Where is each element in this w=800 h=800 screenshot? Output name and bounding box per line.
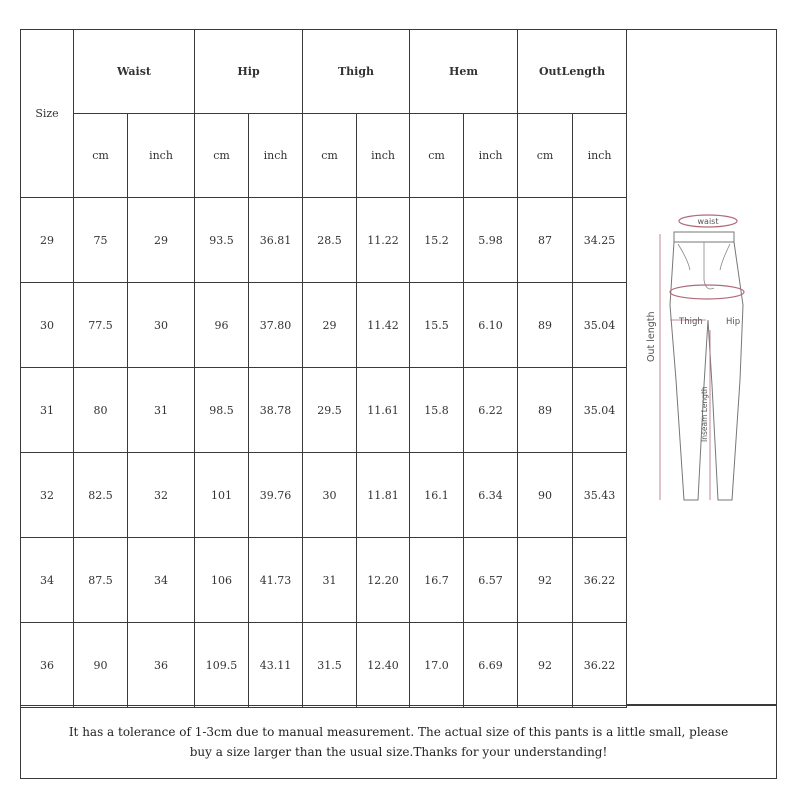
waist-inch-cell: 31: [128, 368, 195, 453]
unit-cm: cm: [303, 114, 357, 198]
header-row-groups: [21, 30, 627, 114]
unit-cm: cm: [518, 114, 573, 198]
unit-cm: cm: [195, 114, 249, 198]
size-table: [20, 29, 627, 708]
waist-label: waist: [697, 217, 719, 226]
out-length-label: Out length: [646, 311, 657, 362]
thigh-inch-cell: 12.40: [357, 623, 410, 708]
hem-inch-cell: 6.69: [464, 623, 518, 708]
outlength-inch-cell: 35.43: [573, 453, 627, 538]
hip-cm-cell: 98.5: [195, 368, 249, 453]
unit-inch: inch: [573, 114, 627, 198]
hip-cm-cell: 109.5: [195, 623, 249, 708]
pants-measurement-diagram: [626, 29, 777, 705]
table-row: [21, 198, 627, 283]
thigh-cm-cell: 29.5: [303, 368, 357, 453]
hip-inch-cell: 37.80: [249, 283, 303, 368]
waist-cm-cell: 82.5: [74, 453, 128, 538]
hip-inch-cell: 41.73: [249, 538, 303, 623]
hip-cm-cell: 93.5: [195, 198, 249, 283]
waist-inch-cell: 32: [128, 453, 195, 538]
table-row: [21, 283, 627, 368]
header-row-units: [21, 114, 627, 198]
thigh-inch-cell: 12.20: [357, 538, 410, 623]
hip-inch-cell: 39.76: [249, 453, 303, 538]
hem-inch-cell: 6.22: [464, 368, 518, 453]
hip-inch-cell: 36.81: [249, 198, 303, 283]
thigh-cm-cell: 29: [303, 283, 357, 368]
outlength-cm-cell: 87: [518, 198, 573, 283]
size-cell: 34: [21, 538, 74, 623]
tolerance-note: It has a tolerance of 1-3cm due to manual measurement. The actual size of this pants is a little small, please buy a size larger than the usual size.Thanks for your understanding!: [20, 705, 777, 779]
waist-inch-cell: 29: [128, 198, 195, 283]
size-cell: 32: [21, 453, 74, 538]
outlength-cm-cell: 92: [518, 623, 573, 708]
table-row: [21, 453, 627, 538]
waist-inch-cell: 36: [128, 623, 195, 708]
thigh-cm-cell: 31: [303, 538, 357, 623]
hem-cm-cell: 16.1: [410, 453, 464, 538]
outlength-inch-cell: 36.22: [573, 538, 627, 623]
table-row: [21, 623, 627, 708]
waist-cm-cell: 75: [74, 198, 128, 283]
hem-header: Hem: [410, 30, 518, 114]
outlength-cm-cell: 89: [518, 283, 573, 368]
unit-inch: inch: [128, 114, 195, 198]
hip-inch-cell: 43.11: [249, 623, 303, 708]
outlength-inch-cell: 34.25: [573, 198, 627, 283]
table-row: [21, 538, 627, 623]
hem-cm-cell: 16.7: [410, 538, 464, 623]
size-cell: 29: [21, 198, 74, 283]
hip-cm-cell: 101: [195, 453, 249, 538]
waist-cm-cell: 87.5: [74, 538, 128, 623]
waist-inch-cell: 34: [128, 538, 195, 623]
waist-cm-cell: 77.5: [74, 283, 128, 368]
waist-inch-cell: 30: [128, 283, 195, 368]
hip-cm-cell: 96: [195, 283, 249, 368]
unit-inch: inch: [357, 114, 410, 198]
hem-cm-cell: 15.5: [410, 283, 464, 368]
waist-header: Waist: [74, 30, 195, 114]
waist-cm-cell: 80: [74, 368, 128, 453]
hem-cm-cell: 17.0: [410, 623, 464, 708]
hip-label: Hip: [726, 317, 741, 327]
hem-cm-cell: 15.8: [410, 368, 464, 453]
hem-inch-cell: 6.34: [464, 453, 518, 538]
thigh-inch-cell: 11.42: [357, 283, 410, 368]
hem-cm-cell: 15.2: [410, 198, 464, 283]
table-row: [21, 368, 627, 453]
size-cell: 31: [21, 368, 74, 453]
size-cell: 30: [21, 283, 74, 368]
pants-illustration: [626, 30, 777, 706]
hip-inch-cell: 38.78: [249, 368, 303, 453]
outlength-inch-cell: 35.04: [573, 368, 627, 453]
size-cell: 36: [21, 623, 74, 708]
unit-inch: inch: [249, 114, 303, 198]
thigh-cm-cell: 31.5: [303, 623, 357, 708]
hem-inch-cell: 6.10: [464, 283, 518, 368]
thigh-inch-cell: 11.61: [357, 368, 410, 453]
outlength-cm-cell: 92: [518, 538, 573, 623]
unit-inch: inch: [464, 114, 518, 198]
outlength-cm-cell: 90: [518, 453, 573, 538]
unit-cm: cm: [410, 114, 464, 198]
thigh-header: Thigh: [303, 30, 410, 114]
thigh-label: Thigh: [679, 317, 703, 327]
hem-inch-cell: 5.98: [464, 198, 518, 283]
thigh-cm-cell: 30: [303, 453, 357, 538]
inseam-label: Inseam Length: [700, 386, 709, 442]
outlength-header: OutLength: [518, 30, 627, 114]
outlength-inch-cell: 35.04: [573, 283, 627, 368]
waist-cm-cell: 90: [74, 623, 128, 708]
outlength-inch-cell: 36.22: [573, 623, 627, 708]
thigh-cm-cell: 28.5: [303, 198, 357, 283]
size-header: Size: [21, 30, 74, 198]
hip-header: Hip: [195, 30, 303, 114]
outlength-cm-cell: 89: [518, 368, 573, 453]
thigh-inch-cell: 11.81: [357, 453, 410, 538]
size-chart: [20, 29, 777, 779]
thigh-inch-cell: 11.22: [357, 198, 410, 283]
hip-cm-cell: 106: [195, 538, 249, 623]
hem-inch-cell: 6.57: [464, 538, 518, 623]
unit-cm: cm: [74, 114, 128, 198]
